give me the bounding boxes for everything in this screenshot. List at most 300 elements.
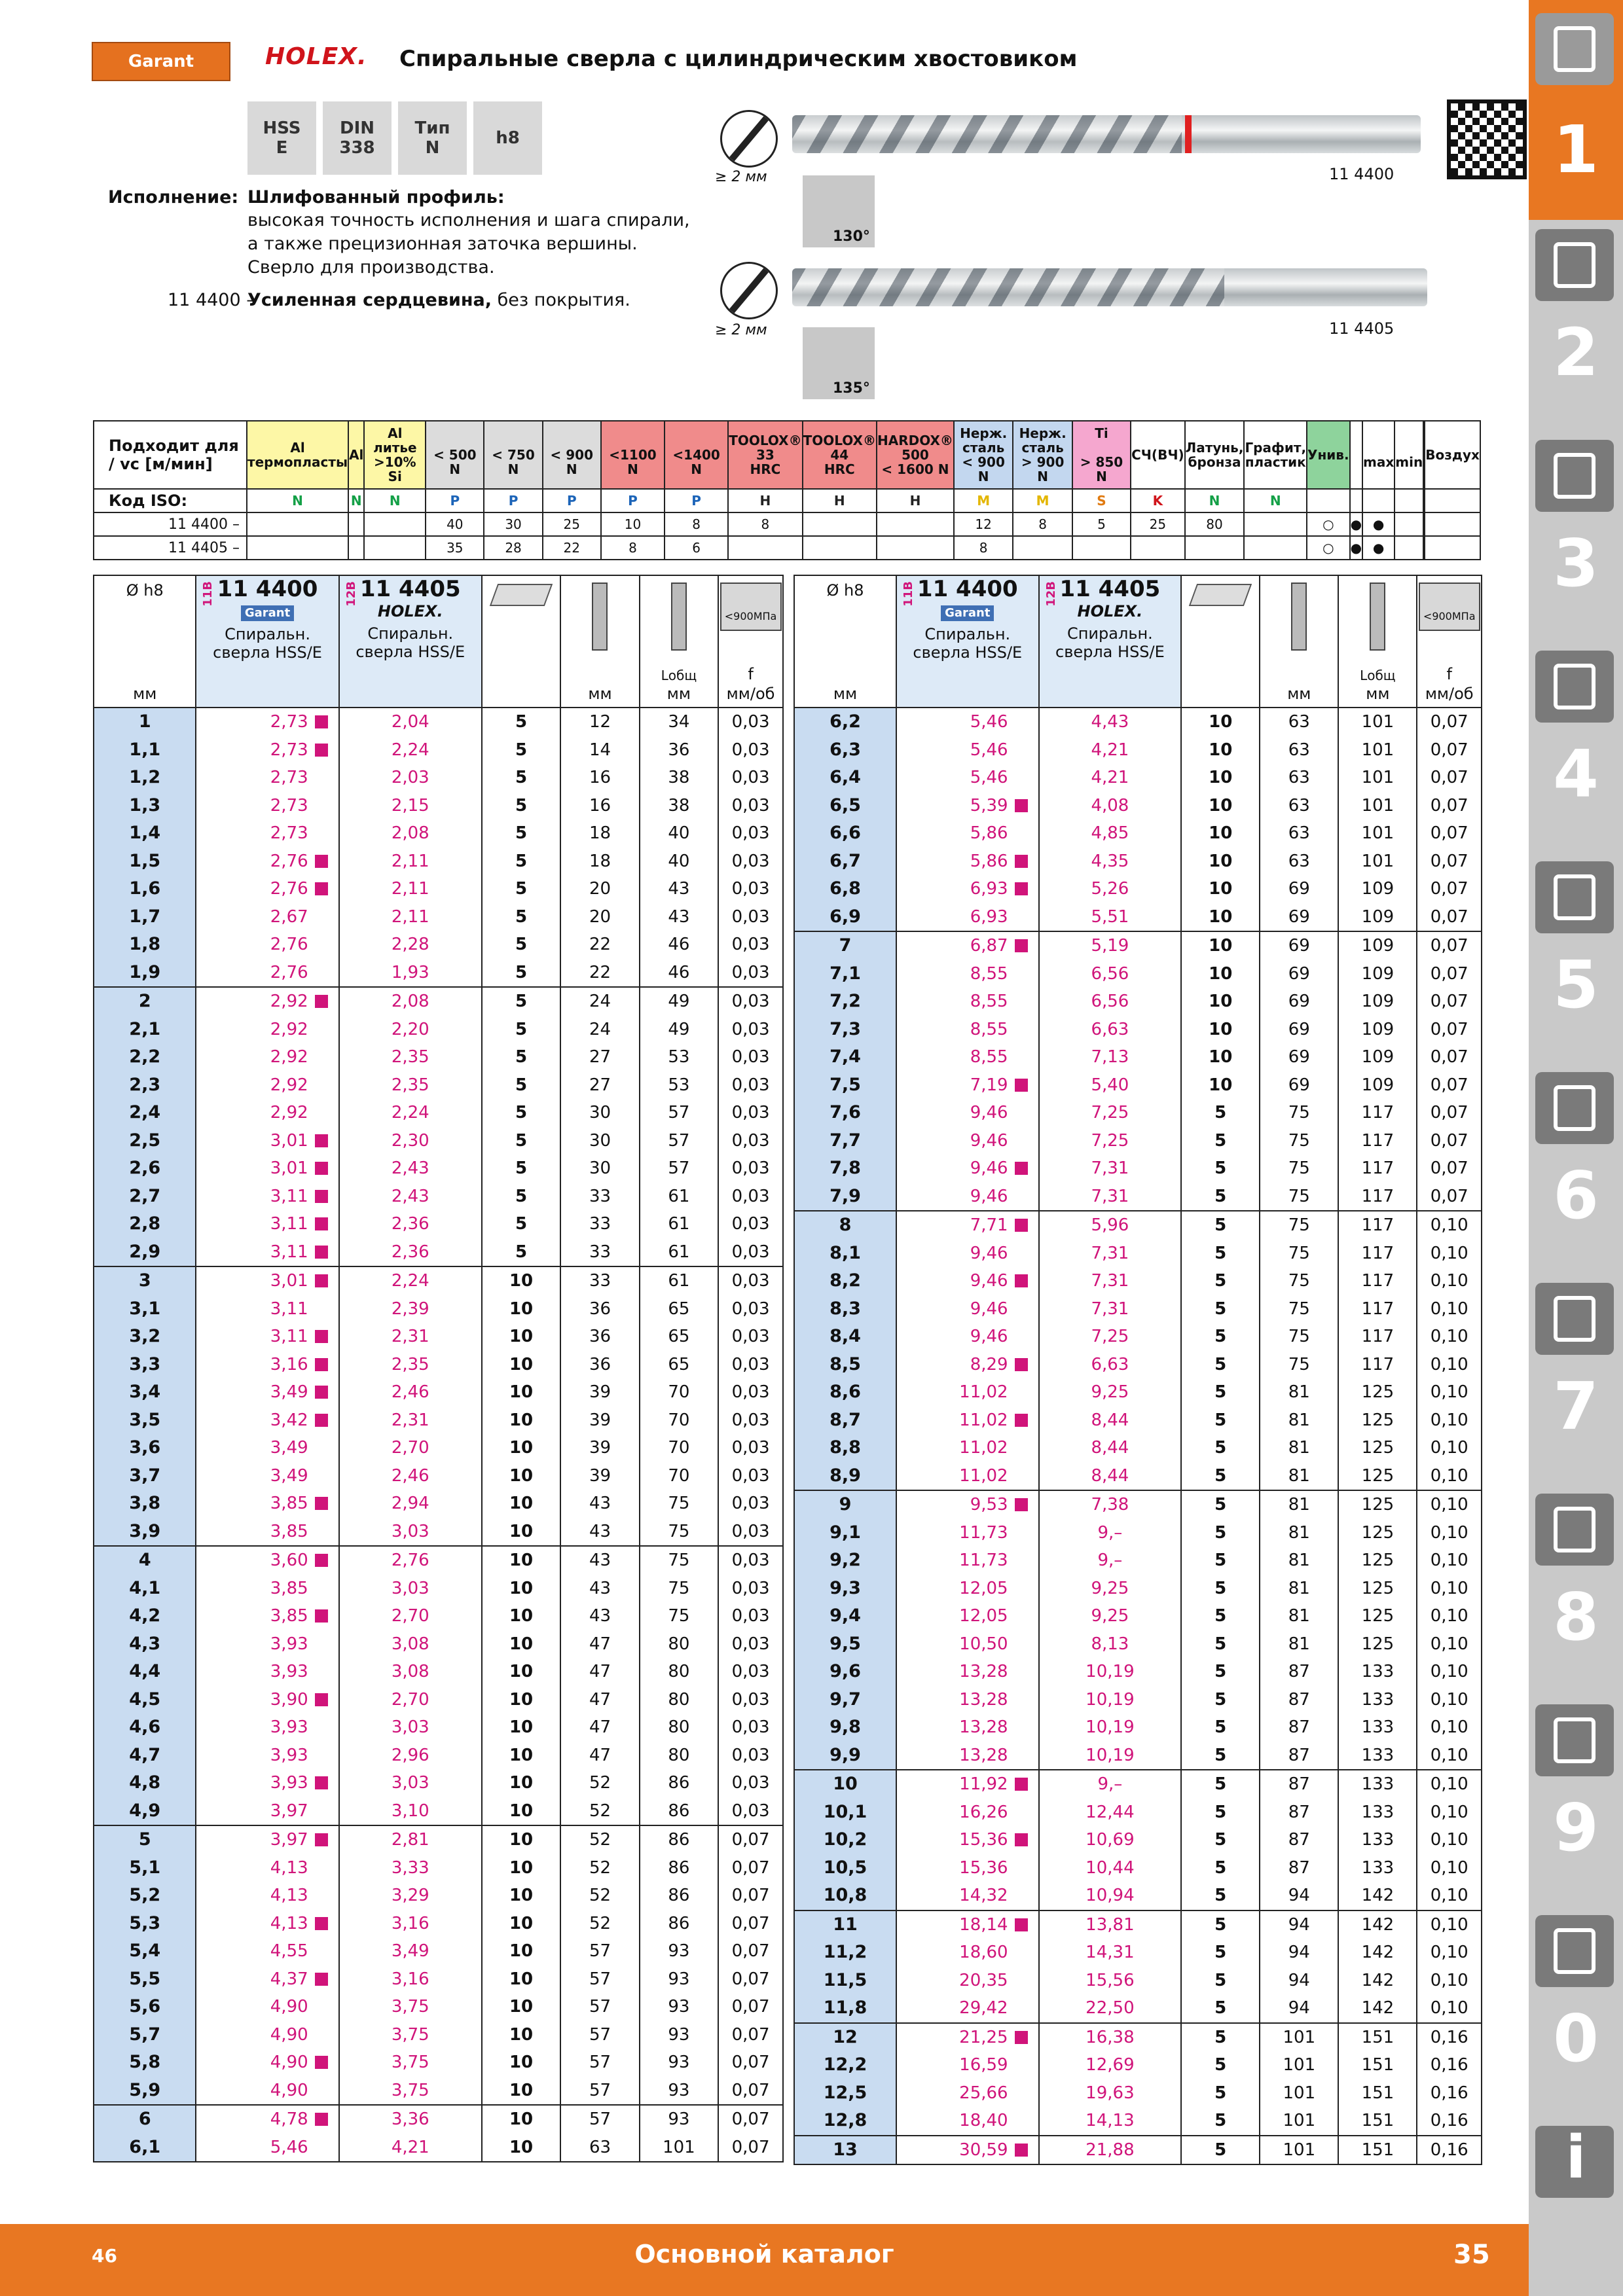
material-head: Al литье >10% Si bbox=[364, 421, 426, 489]
price-114405: 5,19 bbox=[1039, 931, 1182, 960]
total-length: 38 bbox=[640, 792, 718, 820]
drill-row[interactable] bbox=[94, 931, 783, 959]
price-114400: 11,92 bbox=[896, 1770, 1039, 1799]
tab-3-icon[interactable] bbox=[1535, 440, 1614, 512]
diameter-cell: 7,8 bbox=[794, 1155, 896, 1183]
feed: 0,07 bbox=[1417, 792, 1482, 820]
drill-row[interactable] bbox=[794, 1686, 1482, 1714]
diameter-cell: 5 bbox=[94, 1825, 196, 1854]
drill-row[interactable] bbox=[94, 764, 783, 792]
feed: 0,10 bbox=[1417, 1295, 1482, 1323]
drill-row[interactable] bbox=[94, 1043, 783, 1071]
drill-row[interactable] bbox=[794, 2136, 1482, 2165]
drill-row[interactable] bbox=[794, 1910, 1482, 1939]
drill-row[interactable] bbox=[94, 1630, 783, 1659]
flute-length: 94 bbox=[1260, 1939, 1338, 1967]
drill-row[interactable] bbox=[94, 848, 783, 876]
price-114400: 12,05 bbox=[896, 1602, 1039, 1630]
price-114400: 7,71 bbox=[896, 1211, 1039, 1240]
material-head: TOOLOX® 33 HRC bbox=[728, 421, 802, 489]
price-114400: 15,36 bbox=[896, 1854, 1039, 1882]
drill-row[interactable] bbox=[794, 960, 1482, 988]
pack-qty: 5 bbox=[482, 1210, 560, 1238]
price-114405: 7,25 bbox=[1039, 1127, 1182, 1155]
feed: 0,07 bbox=[718, 2105, 783, 2134]
pack-qty: 5 bbox=[1181, 1799, 1260, 1827]
price-114405: 2,96 bbox=[339, 1742, 482, 1770]
drill-row[interactable] bbox=[794, 792, 1482, 820]
pack-qty: 5 bbox=[482, 819, 560, 848]
tab-9-number[interactable]: 9 bbox=[1553, 1789, 1599, 1866]
drill-row[interactable] bbox=[94, 1266, 783, 1295]
drill-row[interactable] bbox=[794, 1183, 1482, 1211]
drill-row[interactable] bbox=[794, 1323, 1482, 1351]
head-desc-1: Спиральн. сверла HSS/E bbox=[213, 625, 322, 662]
drill-row[interactable] bbox=[94, 736, 783, 764]
drill-row[interactable] bbox=[94, 1658, 783, 1686]
diameter-cell: 6,5 bbox=[794, 792, 896, 820]
drill-row[interactable] bbox=[794, 1351, 1482, 1379]
head-code-1: 11 4400 bbox=[217, 576, 318, 602]
total-length: 61 bbox=[640, 1210, 718, 1238]
material-head: min bbox=[1395, 421, 1423, 489]
price-114405: 3,16 bbox=[339, 1910, 482, 1938]
drill-row[interactable] bbox=[794, 2023, 1482, 2052]
price-114405: 2,20 bbox=[339, 1016, 482, 1044]
iso-code-row-cell: S bbox=[1072, 489, 1131, 512]
price-114405: 2,46 bbox=[339, 1462, 482, 1490]
speed-row-114400-cell: 8 bbox=[1013, 512, 1072, 536]
total-length: 65 bbox=[640, 1351, 718, 1379]
drill-row[interactable] bbox=[794, 1211, 1482, 1240]
material-table bbox=[93, 420, 1481, 560]
drill-row[interactable] bbox=[94, 1490, 783, 1518]
diameter-cell: 1,4 bbox=[94, 819, 196, 848]
tab-4-icon[interactable] bbox=[1535, 651, 1614, 723]
drill-row[interactable] bbox=[94, 1797, 783, 1826]
drill-row[interactable] bbox=[94, 2077, 783, 2106]
diameter-cell: 9,4 bbox=[794, 1602, 896, 1630]
flute-length: 16 bbox=[560, 764, 639, 792]
material-head: HARDOX® 500 < 1600 N bbox=[877, 421, 954, 489]
drill-row[interactable] bbox=[794, 1575, 1482, 1603]
diameter-cell: 8,3 bbox=[794, 1295, 896, 1323]
drill-row[interactable] bbox=[794, 819, 1482, 848]
drill-row[interactable] bbox=[94, 903, 783, 931]
info-tab[interactable]: i bbox=[1565, 2123, 1586, 2192]
drill-row[interactable] bbox=[94, 987, 783, 1016]
drill-row[interactable] bbox=[94, 1575, 783, 1603]
price-114405: 9,25 bbox=[1039, 1378, 1182, 1407]
price-114400: 11,02 bbox=[896, 1462, 1039, 1491]
flute-length: 81 bbox=[1260, 1602, 1338, 1630]
drill-row[interactable] bbox=[94, 1183, 783, 1211]
price-114400: 20,35 bbox=[896, 1967, 1039, 1995]
price-114400: 3,97 bbox=[196, 1825, 338, 1854]
drill-row[interactable] bbox=[794, 2107, 1482, 2136]
drill-row[interactable] bbox=[94, 2049, 783, 2077]
drill-row[interactable] bbox=[94, 1854, 783, 1882]
price-114400: 9,46 bbox=[896, 1155, 1039, 1183]
price-114400: 4,13 bbox=[196, 1910, 338, 1938]
feed: 0,03 bbox=[718, 1602, 783, 1630]
flute-length: 63 bbox=[1260, 764, 1338, 792]
drill-row[interactable] bbox=[794, 1770, 1482, 1799]
diameter-cell: 4,5 bbox=[94, 1686, 196, 1714]
price-114400: 11,02 bbox=[896, 1407, 1039, 1435]
price-114400: 13,28 bbox=[896, 1742, 1039, 1770]
drill-row[interactable] bbox=[94, 1378, 783, 1407]
head-brand-2: HOLEX. bbox=[377, 602, 443, 620]
total-length: 70 bbox=[640, 1378, 718, 1407]
drill-row[interactable] bbox=[94, 959, 783, 988]
drill-row[interactable] bbox=[94, 1937, 783, 1965]
price-114400: 5,46 bbox=[896, 708, 1039, 736]
tab-3-number[interactable]: 3 bbox=[1553, 525, 1599, 601]
pack-qty: 10 bbox=[482, 1295, 560, 1323]
drill-row[interactable] bbox=[94, 1518, 783, 1547]
pack-qty: 10 bbox=[1181, 736, 1260, 764]
tab-6-number[interactable]: 6 bbox=[1553, 1157, 1599, 1234]
tab-9-icon[interactable] bbox=[1535, 1704, 1614, 1776]
pack-qty: 5 bbox=[1181, 1826, 1260, 1854]
flute-length: 75 bbox=[1260, 1295, 1338, 1323]
price-114405: 2,28 bbox=[339, 931, 482, 959]
drill-row[interactable] bbox=[94, 2021, 783, 2049]
material-header-row bbox=[94, 421, 1480, 489]
drill-row[interactable] bbox=[794, 1994, 1482, 2023]
flute-length: 69 bbox=[1260, 875, 1338, 903]
head-ltot: Lобщ bbox=[661, 668, 697, 683]
price-114405: 7,31 bbox=[1039, 1240, 1182, 1268]
feed: 0,03 bbox=[718, 1462, 783, 1490]
total-length-icon bbox=[671, 583, 687, 651]
price-114405: 14,13 bbox=[1039, 2107, 1182, 2136]
drill-row[interactable] bbox=[794, 2051, 1482, 2079]
tab-0-icon[interactable] bbox=[1535, 1915, 1614, 1987]
total-length: 75 bbox=[640, 1602, 718, 1630]
drill-row[interactable] bbox=[94, 1099, 783, 1127]
drill-row[interactable] bbox=[794, 1854, 1482, 1882]
drill-row[interactable] bbox=[794, 764, 1482, 792]
drill-row[interactable] bbox=[794, 1799, 1482, 1827]
drill-row[interactable] bbox=[794, 1882, 1482, 1910]
drill-row[interactable] bbox=[94, 1323, 783, 1351]
drill-row[interactable] bbox=[94, 1238, 783, 1267]
material-head: Воздух bbox=[1425, 421, 1480, 489]
drill-row[interactable] bbox=[94, 1071, 783, 1100]
total-length: 93 bbox=[640, 1937, 718, 1965]
price-114400: 5,46 bbox=[196, 2134, 338, 2162]
drill-row[interactable] bbox=[94, 1434, 783, 1462]
diameter-cell: 4 bbox=[94, 1546, 196, 1575]
point-angle-130-icon bbox=[803, 175, 875, 247]
drill-row[interactable] bbox=[94, 792, 783, 820]
drill-row[interactable] bbox=[794, 848, 1482, 876]
prop-din: DIN 338 bbox=[323, 101, 392, 175]
price-114400: 9,46 bbox=[896, 1183, 1039, 1211]
tab-5-number[interactable]: 5 bbox=[1553, 946, 1599, 1023]
drill-row[interactable] bbox=[94, 1407, 783, 1435]
iso-code-row-cell: P bbox=[484, 489, 542, 512]
pack-qty: 5 bbox=[1181, 1547, 1260, 1575]
drill-row[interactable] bbox=[94, 1210, 783, 1238]
material-head: Ti > 850 N bbox=[1072, 421, 1131, 489]
diameter-cell: 7,6 bbox=[794, 1099, 896, 1127]
drill-row[interactable] bbox=[794, 1462, 1482, 1491]
feed: 0,10 bbox=[1417, 1994, 1482, 2023]
drill-row[interactable] bbox=[794, 1713, 1482, 1742]
speed-row-114405-label: 11 4405 – bbox=[94, 536, 247, 560]
feed: 0,03 bbox=[718, 903, 783, 931]
drill-row[interactable] bbox=[94, 1127, 783, 1155]
price-114400: 3,93 bbox=[196, 1742, 338, 1770]
price-114400: 10,50 bbox=[896, 1630, 1039, 1659]
pack-qty: 5 bbox=[1181, 1939, 1260, 1967]
drill-row[interactable] bbox=[94, 875, 783, 903]
diameter-cell: 3 bbox=[94, 1266, 196, 1295]
tab-0-number[interactable]: 0 bbox=[1553, 2000, 1599, 2077]
cross-section-icon bbox=[720, 262, 778, 319]
price-114400: 3,16 bbox=[196, 1351, 338, 1379]
feed: 0,10 bbox=[1417, 1462, 1482, 1491]
speed-row-114405-cell bbox=[1013, 536, 1072, 560]
price-114400: 3,93 bbox=[196, 1630, 338, 1659]
diameter-cell: 6,6 bbox=[794, 819, 896, 848]
tab-8-icon[interactable] bbox=[1535, 1494, 1614, 1566]
total-length: 93 bbox=[640, 2049, 718, 2077]
price-114400: 9,46 bbox=[896, 1099, 1039, 1127]
price-114405: 7,31 bbox=[1039, 1183, 1182, 1211]
drill-row[interactable] bbox=[794, 1490, 1482, 1519]
drill-row[interactable] bbox=[794, 1155, 1482, 1183]
speed-row-114400-cell bbox=[1425, 512, 1480, 536]
drill-row[interactable] bbox=[794, 1630, 1482, 1659]
price-114405: 15,56 bbox=[1039, 1967, 1182, 1995]
head-total-length bbox=[1338, 575, 1417, 708]
diameter-cell: 9,3 bbox=[794, 1575, 896, 1603]
diameter-cell: 3,2 bbox=[94, 1323, 196, 1351]
iso-code-row bbox=[94, 489, 1480, 512]
drill-row[interactable] bbox=[794, 1519, 1482, 1547]
flute-length: 33 bbox=[560, 1266, 639, 1295]
feed: 0,03 bbox=[718, 1238, 783, 1267]
qr-code[interactable] bbox=[1447, 99, 1527, 179]
tab-2-icon[interactable] bbox=[1535, 229, 1614, 301]
total-length: 61 bbox=[640, 1183, 718, 1211]
drill-row[interactable] bbox=[794, 736, 1482, 764]
drill-row[interactable] bbox=[94, 819, 783, 848]
tab-6-icon[interactable] bbox=[1535, 1072, 1614, 1144]
feed: 0,03 bbox=[718, 1043, 783, 1071]
price-114400: 2,76 bbox=[196, 931, 338, 959]
drill-row[interactable] bbox=[794, 1407, 1482, 1435]
material-head: TOOLOX® 44 HRC bbox=[803, 421, 877, 489]
drill-row[interactable] bbox=[794, 708, 1482, 736]
price-114405: 8,44 bbox=[1039, 1462, 1182, 1491]
price-114400: 9,46 bbox=[896, 1295, 1039, 1323]
price-114400: 3,93 bbox=[196, 1769, 338, 1797]
total-length: 101 bbox=[640, 2134, 718, 2162]
drill-row[interactable] bbox=[794, 1967, 1482, 1995]
drill-row[interactable] bbox=[94, 1295, 783, 1323]
drill-row[interactable] bbox=[794, 1016, 1482, 1044]
tab-7-number[interactable]: 7 bbox=[1553, 1368, 1599, 1444]
price-114405: 7,25 bbox=[1039, 1323, 1182, 1351]
total-length: 125 bbox=[1338, 1490, 1417, 1519]
drill-row[interactable] bbox=[94, 708, 783, 736]
diameter-cell: 3,8 bbox=[94, 1490, 196, 1518]
page-number-right: 35 bbox=[1453, 2240, 1490, 2270]
speed-row-114400-cell bbox=[1244, 512, 1307, 536]
tab-7-icon[interactable] bbox=[1535, 1283, 1614, 1355]
drill-row[interactable] bbox=[794, 988, 1482, 1016]
drill-row[interactable] bbox=[794, 875, 1482, 903]
drill-row[interactable] bbox=[794, 1826, 1482, 1854]
feed: 0,10 bbox=[1417, 1434, 1482, 1462]
drill-row[interactable] bbox=[794, 1658, 1482, 1686]
drill-row[interactable] bbox=[794, 1602, 1482, 1630]
drill-row[interactable] bbox=[794, 1043, 1482, 1071]
price-114405: 2,35 bbox=[339, 1071, 482, 1100]
total-length: 142 bbox=[1338, 1967, 1417, 1995]
price-114400: 8,55 bbox=[896, 988, 1039, 1016]
drill-row[interactable] bbox=[794, 1378, 1482, 1407]
drill-row[interactable] bbox=[794, 1295, 1482, 1323]
price-114400: 5,86 bbox=[896, 848, 1039, 876]
drill-row[interactable] bbox=[794, 1240, 1482, 1268]
total-length: 38 bbox=[640, 764, 718, 792]
drill-row[interactable] bbox=[94, 1882, 783, 1910]
pack-qty: 10 bbox=[482, 1602, 560, 1630]
price-114405: 2,70 bbox=[339, 1602, 482, 1630]
flute-length: 18 bbox=[560, 819, 639, 848]
flute-length: 81 bbox=[1260, 1407, 1338, 1435]
pack-qty: 5 bbox=[1181, 1519, 1260, 1547]
drill-row[interactable] bbox=[794, 1939, 1482, 1967]
price-114405: 3,29 bbox=[339, 1882, 482, 1910]
drill-row[interactable] bbox=[794, 1547, 1482, 1575]
head-900: <900МПа bbox=[720, 583, 782, 631]
total-length: 75 bbox=[640, 1518, 718, 1547]
feed: 0,07 bbox=[1417, 764, 1482, 792]
pack-qty: 10 bbox=[482, 1266, 560, 1295]
pack-qty: 10 bbox=[482, 2105, 560, 2134]
drill-row[interactable] bbox=[794, 903, 1482, 932]
drill-row[interactable] bbox=[94, 1462, 783, 1490]
drill-row[interactable] bbox=[794, 2079, 1482, 2108]
pack-qty: 5 bbox=[482, 903, 560, 931]
iso-code-row-cell: P bbox=[426, 489, 484, 512]
drill-row[interactable] bbox=[94, 2105, 783, 2134]
drill-row[interactable] bbox=[94, 1602, 783, 1630]
drill-row[interactable] bbox=[94, 1016, 783, 1044]
feed: 0,03 bbox=[718, 764, 783, 792]
price-114405: 2,35 bbox=[339, 1351, 482, 1379]
flute-length: 52 bbox=[560, 1797, 639, 1826]
drill-row[interactable] bbox=[794, 1742, 1482, 1770]
tab-2-number[interactable]: 2 bbox=[1553, 314, 1599, 391]
price-114400: 2,73 bbox=[196, 819, 338, 848]
drill-row[interactable] bbox=[94, 1965, 783, 1994]
flute-length: 24 bbox=[560, 987, 639, 1016]
price-114405: 4,85 bbox=[1039, 819, 1182, 848]
price-114405: 7,13 bbox=[1039, 1043, 1182, 1071]
total-length: 151 bbox=[1338, 2107, 1417, 2136]
drill-row[interactable] bbox=[94, 1993, 783, 2021]
diameter-cell: 4,6 bbox=[94, 1713, 196, 1742]
drill-table-head-row bbox=[794, 575, 1482, 708]
drill-row[interactable] bbox=[94, 1742, 783, 1770]
price-114400: 2,73 bbox=[196, 792, 338, 820]
drill-table-head bbox=[794, 575, 1482, 708]
flute-length: 39 bbox=[560, 1434, 639, 1462]
tab-4-number[interactable]: 4 bbox=[1553, 736, 1599, 812]
price-114400: 9,46 bbox=[896, 1127, 1039, 1155]
drill-row[interactable] bbox=[94, 1769, 783, 1797]
drill-row[interactable] bbox=[94, 1686, 783, 1714]
drill-row[interactable] bbox=[794, 1127, 1482, 1155]
diameter-cell: 7,3 bbox=[794, 1016, 896, 1044]
price-114400: 18,14 bbox=[896, 1910, 1039, 1939]
price-114405: 2,39 bbox=[339, 1295, 482, 1323]
drill-table-right bbox=[793, 575, 1482, 2165]
total-length: 117 bbox=[1338, 1323, 1417, 1351]
speed-row-114405-cell bbox=[364, 536, 426, 560]
drill-row[interactable] bbox=[94, 1351, 783, 1379]
drill-row[interactable] bbox=[94, 1546, 783, 1575]
pack-qty: 5 bbox=[1181, 2023, 1260, 2052]
drill-row[interactable] bbox=[94, 1910, 783, 1938]
feed: 0,03 bbox=[718, 875, 783, 903]
drill-row[interactable] bbox=[794, 1071, 1482, 1100]
price-114405: 2,43 bbox=[339, 1183, 482, 1211]
tab-8-number[interactable]: 8 bbox=[1553, 1579, 1599, 1655]
drill-row[interactable] bbox=[94, 1713, 783, 1742]
price-114400: 7,19 bbox=[896, 1071, 1039, 1100]
flute-length: 39 bbox=[560, 1407, 639, 1435]
drill-row[interactable] bbox=[794, 1099, 1482, 1127]
drill-row[interactable] bbox=[794, 1267, 1482, 1295]
drill-row[interactable] bbox=[94, 1825, 783, 1854]
drill-row[interactable] bbox=[794, 931, 1482, 960]
price-114405: 3,10 bbox=[339, 1797, 482, 1826]
total-length: 133 bbox=[1338, 1770, 1417, 1799]
price-114405: 7,31 bbox=[1039, 1295, 1182, 1323]
pack-qty: 10 bbox=[482, 1993, 560, 2021]
pack-qty: 10 bbox=[482, 1825, 560, 1854]
tab-5-icon[interactable] bbox=[1535, 861, 1614, 933]
price-114405: 2,36 bbox=[339, 1238, 482, 1267]
feed: 0,07 bbox=[1417, 875, 1482, 903]
pack-qty: 5 bbox=[482, 1127, 560, 1155]
feed: 0,10 bbox=[1417, 1854, 1482, 1882]
flute-length: 63 bbox=[1260, 819, 1338, 848]
flute-length: 81 bbox=[1260, 1547, 1338, 1575]
flute-length: 87 bbox=[1260, 1742, 1338, 1770]
price-114400: 13,28 bbox=[896, 1658, 1039, 1686]
total-length: 43 bbox=[640, 903, 718, 931]
head-code-114400 bbox=[196, 575, 338, 708]
drill-row[interactable] bbox=[794, 1434, 1482, 1462]
drill-row[interactable] bbox=[94, 1155, 783, 1183]
feed: 0,07 bbox=[1417, 1099, 1482, 1127]
price-114405: 8,44 bbox=[1039, 1407, 1182, 1435]
speed-row-114400-cell: ○ bbox=[1307, 512, 1350, 536]
price-114400: 18,60 bbox=[896, 1939, 1039, 1967]
drill-row[interactable] bbox=[94, 2134, 783, 2162]
diameter-cell: 1,6 bbox=[94, 875, 196, 903]
